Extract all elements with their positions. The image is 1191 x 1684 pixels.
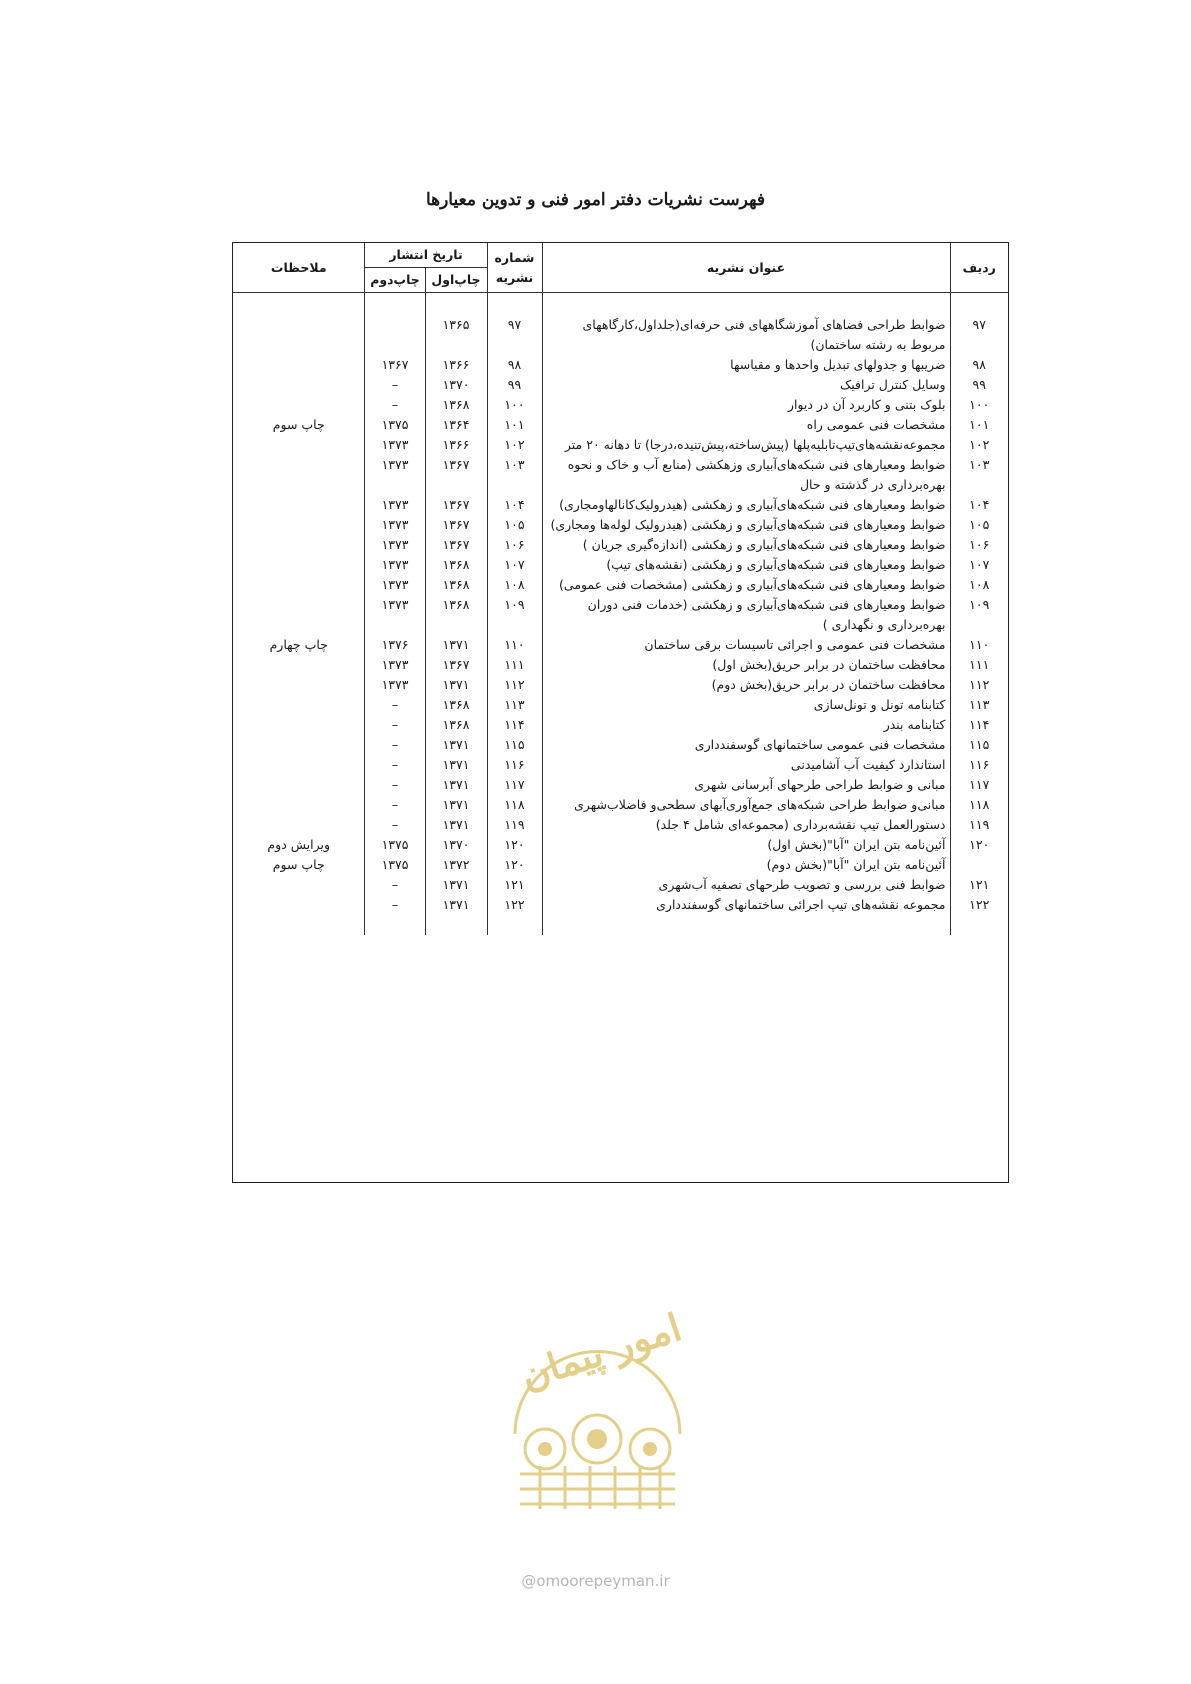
publication-title: کتابنامه تونل و تونل‌سازی (542, 695, 950, 715)
table-row (233, 675, 1008, 695)
second-print-year: ۱۳۷۳ (365, 655, 425, 675)
notes (233, 515, 365, 535)
header-number-line2: نشریه (495, 269, 534, 285)
publication-number: ۱۰۸ (487, 575, 542, 595)
publication-title: آئین‌نامه بتن ایران "آبا"(بخش اول) (542, 835, 950, 855)
row-number: ۱۰۰ (950, 395, 1008, 415)
first-print-year: ۱۳۷۱ (425, 635, 487, 655)
second-print-year: ۱۳۷۵ (365, 855, 425, 875)
table-row (233, 815, 1008, 835)
first-print-year: ۱۳۶۸ (425, 595, 487, 635)
first-print-year: ۱۳۷۰ (425, 835, 487, 855)
row-number: ۱۱۰ (950, 635, 1008, 655)
publication-number: ۱۰۹ (487, 595, 542, 635)
first-print-year: ۱۳۶۷ (425, 535, 487, 555)
first-print-year: ۱۳۷۱ (425, 815, 487, 835)
first-print-year: ۱۳۶۸ (425, 395, 487, 415)
row-number: ۱۰۱ (950, 415, 1008, 435)
row-number: ۱۱۸ (950, 795, 1008, 815)
page-title: فهرست نشریات دفتر امور فنی و تدوین معیارها (425, 190, 766, 210)
table-row (233, 855, 1008, 875)
publication-number: ۱۱۵ (487, 735, 542, 755)
publication-number: ۱۱۴ (487, 715, 542, 735)
row-number: ۱۰۲ (950, 435, 1008, 455)
notes (233, 435, 365, 455)
second-print-year: ۱۳۷۵ (365, 835, 425, 855)
publication-number: ۹۸ (487, 355, 542, 375)
publication-title: ضوابط ومعیارهای فنی شبکه‌های‌آبیاری و زهکشی (هیدرولیک‌کانالهاومجاری) (542, 495, 950, 515)
header-number (487, 243, 542, 293)
table-row (233, 455, 1008, 495)
publication-title: آئین‌نامه بتن ایران "آبا"(بخش دوم) (542, 855, 950, 875)
first-print-year: ۱۳۷۱ (425, 875, 487, 895)
row-number: ۱۱۵ (950, 735, 1008, 755)
notes (233, 735, 365, 755)
notes (233, 595, 365, 635)
table-row (233, 395, 1008, 415)
notes: چاپ سوم (272, 417, 325, 432)
first-print-year: ۱۳۶۸ (425, 555, 487, 575)
publication-title: محافظت ساختمان در برابر حریق(بخش دوم) (542, 675, 950, 695)
notes (233, 535, 365, 555)
publication-title: مجموعه نقشه‌های تیپ اجرائی ساختمانهای گوسفندداری (542, 895, 950, 915)
row-number: ۱۱۲ (950, 675, 1008, 695)
second-print-year: – (365, 755, 425, 775)
header-notes: ملاحظات (233, 243, 365, 293)
header-print2: چاپ‌دوم (365, 268, 425, 293)
table-row (233, 515, 1008, 535)
publication-title: کتابنامه بندر (542, 715, 950, 735)
table-row (233, 735, 1008, 755)
notes: چاپ چهارم (269, 637, 328, 652)
row-number: ۱۱۳ (950, 695, 1008, 715)
second-print-year: – (365, 795, 425, 815)
header-row: ردیف (950, 243, 1008, 293)
publication-title: ضوابط ومعیارهای فنی شبکه‌های‌آبیاری و زهکشی (هیدرولیک لوله‌ها ومجاری) (542, 515, 950, 535)
notes (233, 875, 365, 895)
second-print-year: ۱۳۷۳ (365, 535, 425, 555)
first-print-year: ۱۳۷۲ (425, 855, 487, 875)
first-print-year: ۱۳۷۱ (425, 795, 487, 815)
publication-title: ضوابط ومعیارهای فنی شبکه‌های‌آبیاری و زهکشی (اندازه‌گیری جریان ) (542, 535, 950, 555)
notes: ویرایش دوم (267, 837, 331, 852)
table-row (233, 415, 1008, 435)
header-title: عنوان نشریه (542, 243, 950, 293)
watermark-logo (495, 1284, 700, 1509)
publication-title: استاندارد کیفیت آب آشامیدنی (542, 755, 950, 775)
first-print-year: ۱۳۷۰ (425, 375, 487, 395)
second-print-year: ۱۳۷۵ (365, 415, 425, 435)
publication-title: مشخصات فنی عمومی ساختمانهای گوسفندداری (542, 735, 950, 755)
publication-number: ۱۲۱ (487, 875, 542, 895)
notes (233, 395, 365, 415)
publication-title: ضوابط طراحی فضاهای آموزشگاههای فنی حرفه‌ای(جلداول،کارگاههای مربوط به رشته ساختمان) (542, 315, 950, 355)
second-print-year: – (365, 735, 425, 755)
notes: چاپ سوم (272, 857, 325, 872)
publication-number: ۱۱۰ (487, 635, 542, 655)
publications-table (232, 242, 1009, 1183)
publication-title: ضوابط ومعیارهای فنی شبکه‌های‌آبیاری و زهکشی (خدمات فنی دوران بهره‌برداری و نگهداری ) (542, 595, 950, 635)
publication-number: ۱۱۳ (487, 695, 542, 715)
row-number: ۱۰۸ (950, 575, 1008, 595)
notes (233, 495, 365, 515)
table-row (233, 355, 1008, 375)
publication-number: ۱۲۰ (487, 855, 542, 875)
table-row (233, 435, 1008, 455)
second-print-year: – (365, 395, 425, 415)
row-number: ۱۱۱ (950, 655, 1008, 675)
publication-title: ضوابط فنی بررسی و تصویب طرحهای تصفیه آب‌شهری (542, 875, 950, 895)
notes (233, 315, 365, 355)
row-number: ۱۰۵ (950, 515, 1008, 535)
second-print-year: ۱۳۷۳ (365, 575, 425, 595)
publication-title: ضوابط ومعیارهای فنی شبکه‌های‌آبیاری و زهکشی (نقشه‌های تیپ) (542, 555, 950, 575)
table-row (233, 655, 1008, 675)
first-print-year: ۱۳۶۸ (425, 715, 487, 735)
first-print-year: ۱۳۷۱ (425, 675, 487, 695)
first-print-year: ۱۳۷۱ (425, 895, 487, 915)
publication-number: ۱۱۷ (487, 775, 542, 795)
table-row (233, 495, 1008, 515)
table-row (233, 875, 1008, 895)
publication-title: مبانی و ضوابط طراحی طرحهای آبرسانی شهری (542, 775, 950, 795)
first-print-year: ۱۳۶۷ (425, 515, 487, 535)
table-row (233, 755, 1008, 775)
row-number: ۱۰۳ (950, 455, 1008, 495)
notes (233, 355, 365, 375)
publication-number: ۱۲۲ (487, 895, 542, 915)
publication-number: ۱۱۹ (487, 815, 542, 835)
row-number: ۹۷ (950, 315, 1008, 355)
second-print-year: – (365, 875, 425, 895)
publication-title: ضوابط ومعیارهای فنی شبکه‌های‌آبیاری وزهکشی (منابع آب و خاک و نحوه بهره‌برداری در گذشته و حال (542, 455, 950, 495)
logo-text: امور پیمان (515, 1304, 687, 1399)
table-row (233, 595, 1008, 635)
first-print-year: ۱۳۶۷ (425, 455, 487, 495)
table-row (233, 895, 1008, 915)
header-print1: چاپ‌اول (425, 268, 487, 293)
at-icon: @ (521, 1572, 537, 1590)
notes (233, 895, 365, 915)
publication-number: ۱۰۱ (487, 415, 542, 435)
second-print-year: ۱۳۷۳ (365, 595, 425, 635)
notes (233, 575, 365, 595)
table-row (233, 575, 1008, 595)
publication-title: مشخصات فنی عمومی و اجرائی تاسیسات برقی ساختمان (542, 635, 950, 655)
second-print-year: – (365, 815, 425, 835)
row-number (950, 855, 1008, 875)
notes (233, 375, 365, 395)
second-print-year: – (365, 775, 425, 795)
publication-number: ۱۲۰ (487, 835, 542, 855)
second-print-year: – (365, 375, 425, 395)
second-print-year: ۱۳۷۳ (365, 495, 425, 515)
table-row (233, 695, 1008, 715)
notes (233, 455, 365, 495)
publication-number: ۱۱۶ (487, 755, 542, 775)
watermark-url (0, 1572, 1191, 1590)
publication-number: ۱۰۳ (487, 455, 542, 495)
publication-number: ۱۰۷ (487, 555, 542, 575)
notes (233, 775, 365, 795)
publication-number: ۹۷ (487, 315, 542, 355)
second-print-year: ۱۳۷۳ (365, 515, 425, 535)
table-row (233, 795, 1008, 815)
publication-title: مبانی‌و ضوابط طراحی شبکه‌های جمع‌آوری‌آبهای سطحی‌و فاضلاب‌شهری (542, 795, 950, 815)
notes (233, 815, 365, 835)
notes (233, 655, 365, 675)
row-number: ۱۲۲ (950, 895, 1008, 915)
table-row (233, 555, 1008, 575)
first-print-year: ۱۳۶۶ (425, 435, 487, 455)
header-number-line1: شماره (494, 249, 535, 265)
table-row (233, 715, 1008, 735)
row-number: ۱۲۱ (950, 875, 1008, 895)
table-row (233, 535, 1008, 555)
publication-number: ۱۰۴ (487, 495, 542, 515)
second-print-year: ۱۳۷۳ (365, 555, 425, 575)
second-print-year: ۱۳۶۷ (365, 355, 425, 375)
publication-title: ضوابط ومعیارهای فنی شبکه‌های‌آبیاری و زهکشی (مشخصات فنی عمومی) (542, 575, 950, 595)
second-print-year: ۱۳۷۳ (365, 455, 425, 495)
table-row (233, 635, 1008, 655)
header-pubdate: تاریخ انتشار (365, 243, 487, 268)
watermark-url-text: omoorepeyman.ir (536, 1572, 670, 1590)
gear-scales-seal-logo-icon (495, 1284, 700, 1509)
second-print-year: – (365, 895, 425, 915)
publication-number: ۱۱۲ (487, 675, 542, 695)
first-print-year: ۱۳۷۱ (425, 755, 487, 775)
notes (233, 675, 365, 695)
second-print-year: ۱۳۷۳ (365, 675, 425, 695)
row-number: ۱۱۹ (950, 815, 1008, 835)
first-print-year: ۱۳۶۷ (425, 655, 487, 675)
publication-number: ۹۹ (487, 375, 542, 395)
row-number: ۱۱۴ (950, 715, 1008, 735)
second-print-year: – (365, 715, 425, 735)
publication-title: ضریبها و جدولهای تبدیل واحدها و مقیاسها (542, 355, 950, 375)
row-number: ۱۰۶ (950, 535, 1008, 555)
row-number: ۱۱۶ (950, 755, 1008, 775)
row-number: ۹۸ (950, 355, 1008, 375)
notes (233, 795, 365, 815)
row-number: ۱۰۹ (950, 595, 1008, 635)
notes (233, 755, 365, 775)
first-print-year: ۱۳۷۱ (425, 735, 487, 755)
row-number: ۱۰۴ (950, 495, 1008, 515)
publication-title: محافظت ساختمان در برابر حریق(بخش اول) (542, 655, 950, 675)
table-row (233, 835, 1008, 855)
first-print-year: ۱۳۶۸ (425, 575, 487, 595)
publication-number: ۱۰۰ (487, 395, 542, 415)
row-number: ۹۹ (950, 375, 1008, 395)
table-row (233, 315, 1008, 355)
first-print-year: ۱۳۶۴ (425, 415, 487, 435)
row-number: ۱۱۷ (950, 775, 1008, 795)
notes (233, 695, 365, 715)
first-print-year: ۱۳۶۷ (425, 495, 487, 515)
second-print-year: – (365, 695, 425, 715)
first-print-year: ۱۳۶۸ (425, 695, 487, 715)
table-row (233, 775, 1008, 795)
publication-number: ۱۰۵ (487, 515, 542, 535)
row-number: ۱۲۰ (950, 835, 1008, 855)
publication-number: ۱۱۱ (487, 655, 542, 675)
notes (233, 715, 365, 735)
second-print-year (365, 315, 425, 355)
row-number: ۱۰۷ (950, 555, 1008, 575)
second-print-year: ۱۳۷۶ (365, 635, 425, 655)
notes (233, 555, 365, 575)
publication-number: ۱۰۲ (487, 435, 542, 455)
publication-number: ۱۱۸ (487, 795, 542, 815)
first-print-year: ۱۳۶۵ (425, 315, 487, 355)
publication-title: بلوک بتنی و کاربرد آن در دیوار (542, 395, 950, 415)
first-print-year: ۱۳۶۶ (425, 355, 487, 375)
publication-number: ۱۰۶ (487, 535, 542, 555)
publication-title: دستورالعمل تیپ نقشه‌برداری (مجموعه‌ای شامل ۴ جلد) (542, 815, 950, 835)
publication-title: مشخصات فنی عمومی راه (542, 415, 950, 435)
publication-title: مجموعه‌نقشه‌های‌تیپ‌تابلیه‌پلها (پیش‌ساخته،پیش‌تنیده،درجا) تا دهانه ۲۰ متر (542, 435, 950, 455)
table-row (233, 375, 1008, 395)
first-print-year: ۱۳۷۱ (425, 775, 487, 795)
second-print-year: ۱۳۷۳ (365, 435, 425, 455)
publication-title: وسایل کنترل ترافیک (542, 375, 950, 395)
